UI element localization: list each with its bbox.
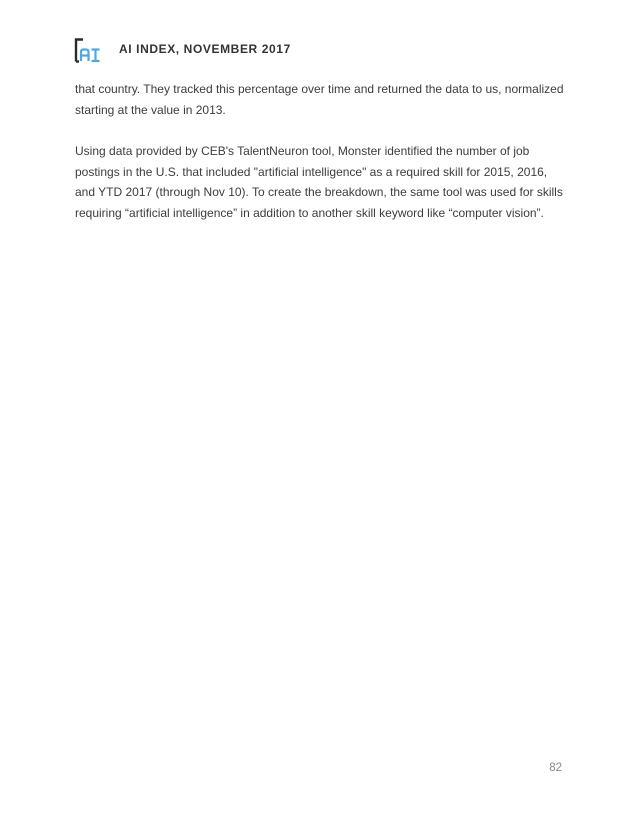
ai-index-logo-icon: [74, 38, 102, 63]
page-header: [74, 37, 291, 63]
page-number: 82: [549, 762, 562, 774]
paragraph: Using data provided by CEB's TalentNeuron tool, Monster identified the number of job postings in the U.S. that included "artificial intelligence" as a required skill for 2015, 2016, and YTD 2017 (through Nov 10). To create the breakdown, the same tool was used for skills requiring “artificial intelligence” in addition to another skill keyword like “computer vision”.: [75, 144, 563, 220]
body-text: [75, 79, 565, 223]
header-title: AI INDEX, NOVEMBER 2017: [119, 42, 291, 56]
paragraph: that country. They tracked this percentage over time and returned the data to us, normalized starting at the value in 2013.: [75, 82, 564, 117]
